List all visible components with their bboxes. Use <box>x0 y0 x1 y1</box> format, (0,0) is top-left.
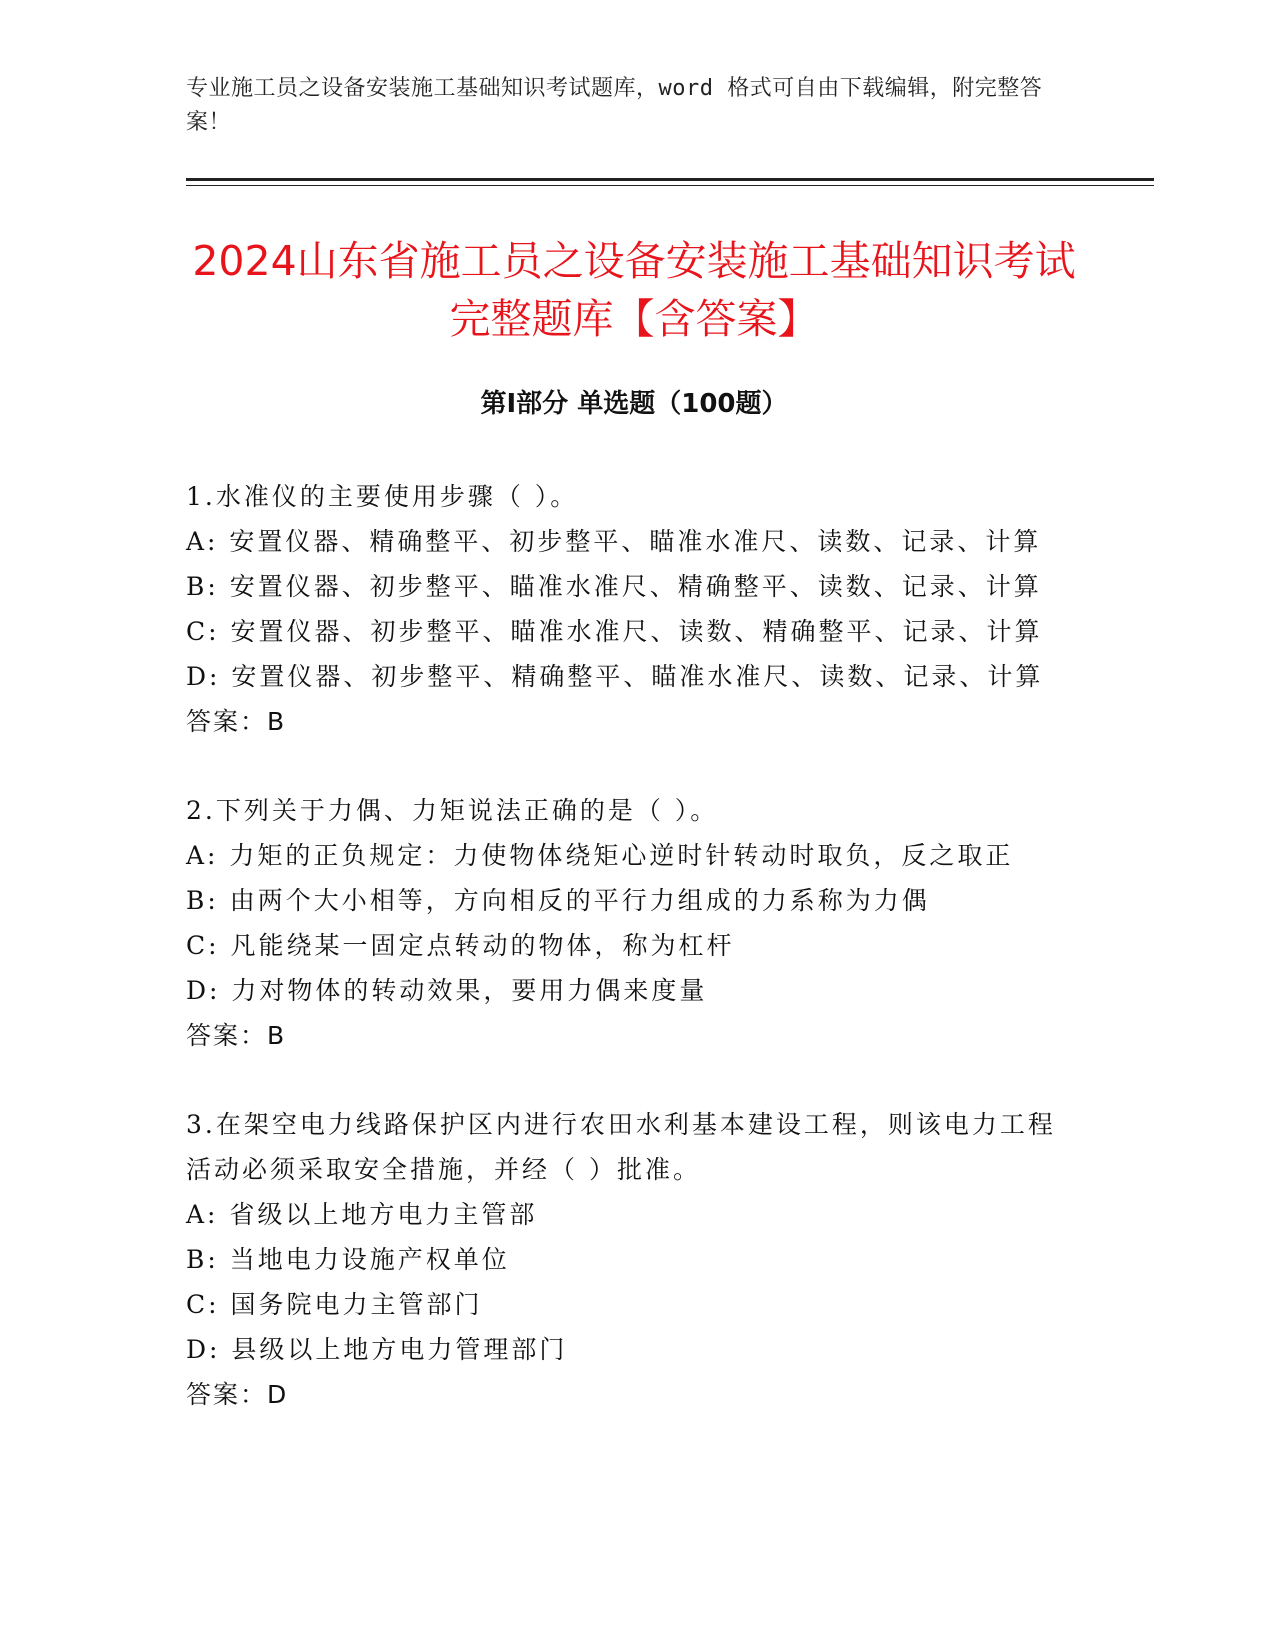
question-stem: 3.在架空电力线路保护区内进行农田水利基本建设工程，则该电力工程活动必须采取安全措施，并经（ ）批准。 <box>186 1110 1056 1184</box>
question-stem: 2.下列关于力偶、力矩说法正确的是（ ）。 <box>186 796 719 825</box>
question-list <box>186 474 1076 1461</box>
option-b: B: 安置仪器、初步整平、瞄准水准尺、精确整平、读数、记录、计算 <box>186 572 1042 601</box>
option-b: B: 当地电力设施产权单位 <box>186 1245 510 1274</box>
answer: 答案：B <box>186 1021 287 1050</box>
option-a: A: 省级以上地方电力主管部 <box>186 1200 538 1229</box>
option-a: A: 力矩的正负规定：力使物体绕矩心逆时针转动时取负，反之取正 <box>186 841 1014 870</box>
option-d: D: 力对物体的转动效果，要用力偶来度量 <box>186 976 708 1005</box>
option-c: C: 凡能绕某一固定点转动的物体，称为杠杆 <box>186 931 735 960</box>
header-note: 专业施工员之设备安装施工基础知识考试题库，word 格式可自由下载编辑，附完整答案！ <box>186 76 1043 135</box>
question-3 <box>186 1102 1076 1417</box>
option-b: B: 由两个大小相等，方向相反的平行力组成的力系称为力偶 <box>186 886 930 915</box>
header-rule-thin <box>186 185 1154 186</box>
option-a: A: 安置仪器、精确整平、初步整平、瞄准水准尺、读数、记录、计算 <box>186 527 1042 556</box>
header-rule-thick <box>186 178 1154 181</box>
document-title: 2024山东省施工员之设备安装施工基础知识考试完整题库【含答案】 <box>192 237 1076 343</box>
question-stem: 1.水准仪的主要使用步骤（ ）。 <box>186 482 579 511</box>
option-c: C: 国务院电力主管部门 <box>186 1290 483 1319</box>
option-c: C: 安置仪器、初步整平、瞄准水准尺、读数、精确整平、记录、计算 <box>186 617 1043 646</box>
question-2 <box>186 788 1076 1058</box>
answer: 答案：B <box>186 707 287 736</box>
question-1 <box>186 474 1076 744</box>
answer: 答案：D <box>186 1380 289 1409</box>
option-d: D: 县级以上地方电力管理部门 <box>186 1335 568 1364</box>
section-title: 第Ⅰ部分 单选题（100题） <box>480 389 788 419</box>
option-d: D: 安置仪器、初步整平、精确整平、瞄准水准尺、读数、记录、计算 <box>186 662 1044 691</box>
